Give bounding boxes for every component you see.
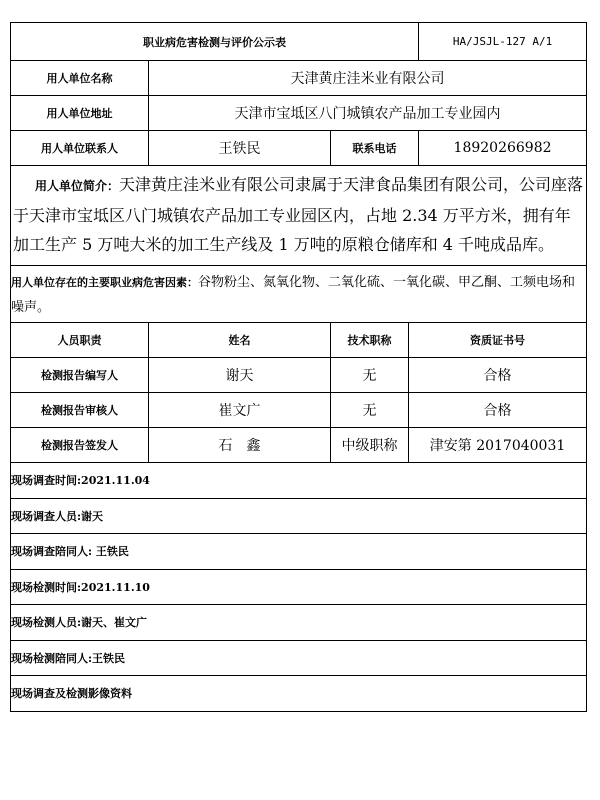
intro-text: 天津黄庄洼米业有限公司隶属于天津食品集团有限公司，公司座落于天津市宝坻区八门城镇农产品加工专业园区内，占地 2.34 万平方米，拥有年加工生产 5 万吨大米的加工生产线及 1 万吨的原粮仓储库和 4 千吨成品库。	[13, 175, 584, 254]
unit-contact-row	[11, 131, 587, 166]
personnel-name: 崔文广	[149, 393, 331, 428]
personnel-title: 无	[331, 358, 409, 393]
personnel-title: 无	[331, 393, 409, 428]
personnel-cert: 合格	[409, 358, 587, 393]
hazards-cell	[11, 266, 587, 323]
personnel-role: 检测报告签发人	[11, 428, 149, 463]
intro-cell	[11, 166, 587, 266]
test-escort: 现场检测陪同人:王铁民	[11, 640, 587, 676]
survey-escort: 现场调查陪同人: 王铁民	[11, 534, 587, 570]
unit-address-row	[11, 96, 587, 131]
unit-name-label: 用人单位名称	[11, 61, 149, 96]
survey-date: 现场调查时间:2021.11.04	[11, 463, 587, 499]
personnel-title: 中级职称	[331, 428, 409, 463]
col-header-role: 人员职责	[11, 323, 149, 358]
unit-address-label: 用人单位地址	[11, 96, 149, 131]
personnel-cert: 津安第 2017040031	[409, 428, 587, 463]
personnel-row	[11, 428, 587, 463]
survey-row	[11, 676, 587, 712]
phone-value: 18920266982	[419, 131, 587, 166]
hazards-text: 谷物粉尘、氮氧化物、二氧化硫、一氧化碳、甲乙酮、工频电场和噪声。	[11, 275, 576, 315]
contact-label: 用人单位联系人	[11, 131, 149, 166]
survey-row	[11, 640, 587, 676]
intro-row	[11, 166, 587, 266]
image-records-heading: 现场调查及检测影像资料	[11, 676, 587, 712]
personnel-row	[11, 393, 587, 428]
personnel-cert: 合格	[409, 393, 587, 428]
survey-row	[11, 498, 587, 534]
personnel-role: 检测报告审核人	[11, 393, 149, 428]
personnel-row	[11, 358, 587, 393]
survey-staff: 现场调查人员:谢天	[11, 498, 587, 534]
unit-name-row	[11, 61, 587, 96]
form-code: HA/JSJL-127 A/1	[419, 23, 587, 61]
intro-label: 用人单位简介：	[35, 179, 120, 193]
title-row	[11, 23, 587, 61]
test-date: 现场检测时间:2021.11.10	[11, 569, 587, 605]
disclosure-form	[10, 22, 586, 712]
contact-value: 王铁民	[149, 131, 331, 166]
survey-row	[11, 605, 587, 641]
unit-address-value: 天津市宝坻区八门城镇农产品加工专业园内	[149, 96, 587, 131]
col-header-title: 技术职称	[331, 323, 409, 358]
unit-name-value: 天津黄庄洼米业有限公司	[149, 61, 587, 96]
col-header-name: 姓名	[149, 323, 331, 358]
hazards-row	[11, 266, 587, 323]
hazards-label: 用人单位存在的主要职业病危害因素：	[11, 276, 198, 289]
test-staff: 现场检测人员:谢天、崔文广	[11, 605, 587, 641]
phone-label: 联系电话	[331, 131, 419, 166]
survey-row	[11, 534, 587, 570]
survey-row	[11, 463, 587, 499]
personnel-header-row	[11, 323, 587, 358]
form-title: 职业病危害检测与评价公示表	[11, 23, 419, 61]
survey-row	[11, 569, 587, 605]
personnel-name: 谢天	[149, 358, 331, 393]
personnel-name: 石 鑫	[149, 428, 331, 463]
personnel-role: 检测报告编写人	[11, 358, 149, 393]
col-header-cert: 资质证书号	[409, 323, 587, 358]
form-table	[10, 22, 587, 712]
